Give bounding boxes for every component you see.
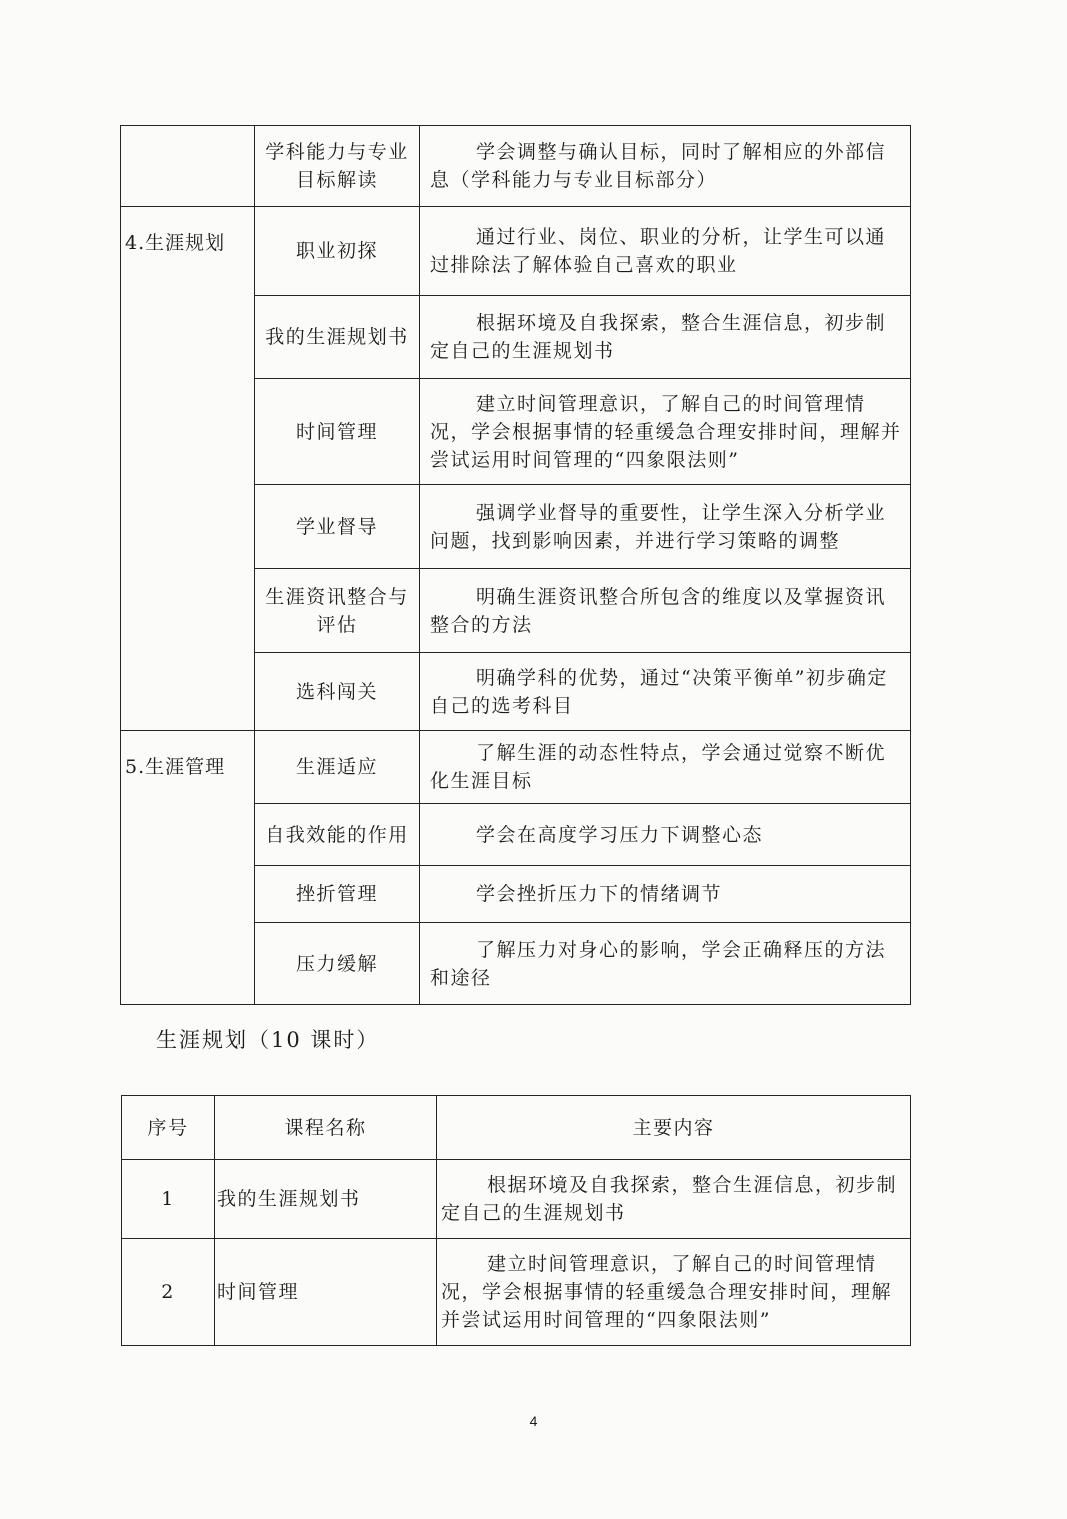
content-cell: 根据环境及自我探索，整合生涯信息，初步制定自己的生涯规划书 xyxy=(420,296,911,379)
table-row xyxy=(122,1160,911,1239)
name-cell: 时间管理 xyxy=(215,1239,437,1346)
topic-cell: 选科闯关 xyxy=(255,653,420,731)
category-cell xyxy=(121,126,255,207)
topic-cell: 压力缓解 xyxy=(255,923,420,1005)
table-row xyxy=(121,126,911,207)
career-planning-table xyxy=(121,1095,911,1346)
name-cell: 我的生涯规划书 xyxy=(215,1160,437,1239)
category-cell: 4.生涯规划 xyxy=(121,207,255,731)
content-cell: 学会挫折压力下的情绪调节 xyxy=(420,866,911,923)
content-cell: 根据环境及自我探索，整合生涯信息，初步制定自己的生涯规划书 xyxy=(437,1160,911,1239)
table-row xyxy=(121,731,911,804)
content-cell: 明确生涯资讯整合所包含的维度以及掌握资讯整合的方法 xyxy=(420,569,911,653)
table-header-row xyxy=(122,1096,911,1160)
topic-cell: 学业督导 xyxy=(255,485,420,569)
header-index: 序号 xyxy=(122,1096,215,1160)
topic-cell: 生涯资讯整合与评估 xyxy=(255,569,420,653)
table-row xyxy=(122,1239,911,1346)
header-name: 课程名称 xyxy=(215,1096,437,1160)
content-cell: 通过行业、岗位、职业的分析，让学生可以通过排除法了解体验自己喜欢的职业 xyxy=(420,207,911,296)
content-cell: 了解生涯的动态性特点，学会通过觉察不断优化生涯目标 xyxy=(420,731,911,804)
topic-cell: 生涯适应 xyxy=(255,731,420,804)
topic-cell: 挫折管理 xyxy=(255,866,420,923)
content-cell: 学会在高度学习压力下调整心态 xyxy=(420,804,911,866)
topic-cell: 学科能力与专业目标解读 xyxy=(255,126,420,207)
course-table-continued xyxy=(120,125,911,1005)
header-content: 主要内容 xyxy=(437,1096,911,1160)
content-cell: 了解压力对身心的影响，学会正确释压的方法和途径 xyxy=(420,923,911,1005)
content-cell: 建立时间管理意识，了解自己的时间管理情况，学会根据事情的轻重缓急合理安排时间，理解并尝试运用时间管理的“四象限法则” xyxy=(437,1239,911,1346)
content-cell: 学会调整与确认目标，同时了解相应的外部信息（学科能力与专业目标部分） xyxy=(420,126,911,207)
index-cell: 1 xyxy=(122,1160,215,1239)
topic-cell: 时间管理 xyxy=(255,379,420,485)
page-number: 4 xyxy=(529,1413,538,1429)
content-cell: 建立时间管理意识，了解自己的时间管理情况，学会根据事情的轻重缓急合理安排时间，理解并尝试运用时间管理的“四象限法则” xyxy=(420,379,911,485)
index-cell: 2 xyxy=(122,1239,215,1346)
table-row xyxy=(121,207,911,296)
content-cell: 强调学业督导的重要性，让学生深入分析学业问题，找到影响因素，并进行学习策略的调整 xyxy=(420,485,911,569)
topic-cell: 我的生涯规划书 xyxy=(255,296,420,379)
content-cell: 明确学科的优势，通过“决策平衡单”初步确定自己的选考科目 xyxy=(420,653,911,731)
section-heading: 生涯规划（10 课时） xyxy=(156,1028,380,1052)
topic-cell: 自我效能的作用 xyxy=(255,804,420,866)
category-cell: 5.生涯管理 xyxy=(121,731,255,1005)
topic-cell: 职业初探 xyxy=(255,207,420,296)
